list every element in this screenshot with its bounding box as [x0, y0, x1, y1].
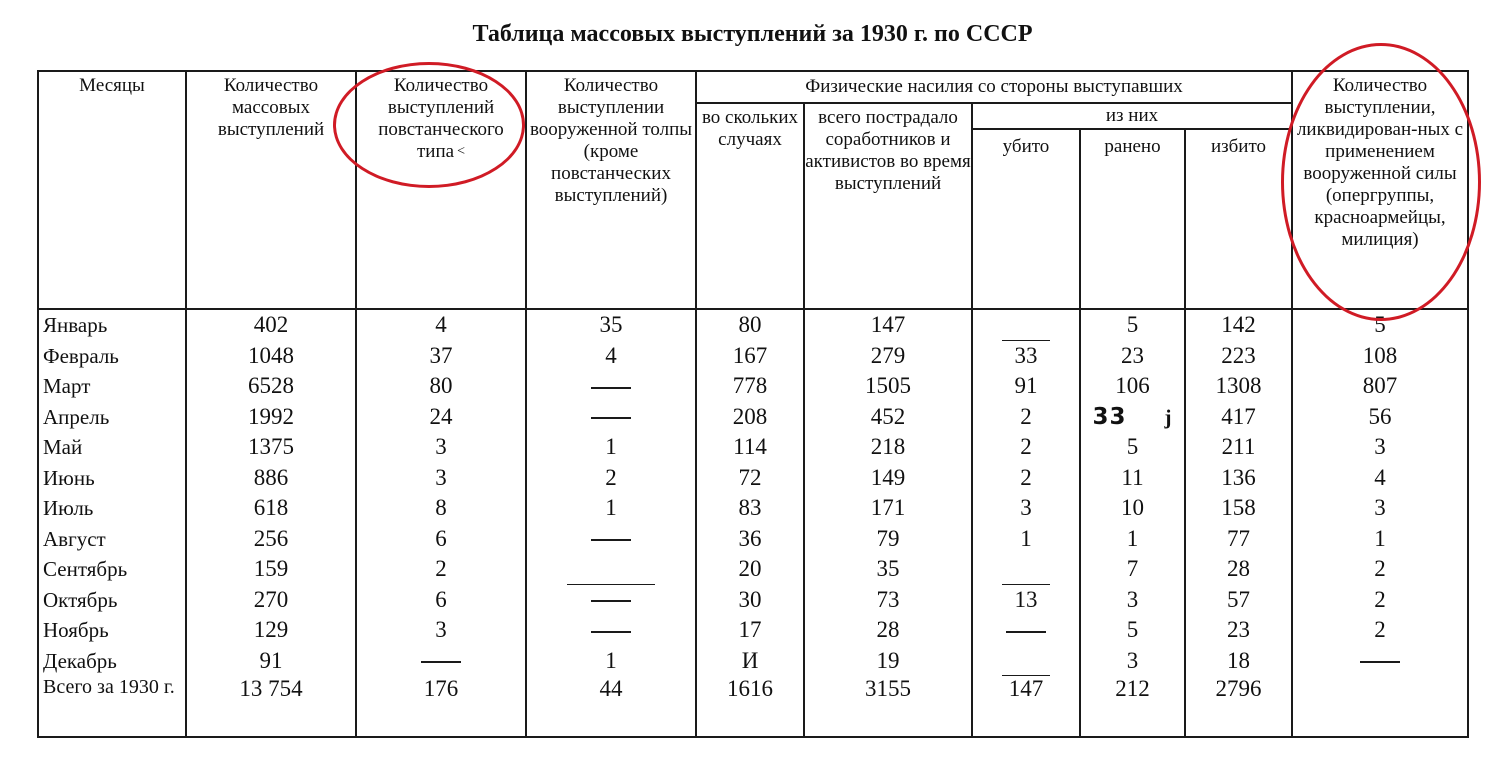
cell-month: Январь	[38, 309, 186, 341]
cell-wounded: 11	[1080, 463, 1185, 494]
cell-liquidated: 4	[1292, 463, 1468, 494]
cell-armed	[526, 402, 696, 433]
total-beaten: 2796	[1185, 676, 1292, 737]
cell-beaten: 1308	[1185, 371, 1292, 402]
table-row	[38, 493, 1468, 524]
cell-mass: 6528	[186, 371, 356, 402]
cell-liquidated: 3	[1292, 432, 1468, 463]
cell-cases: 80	[696, 309, 804, 341]
cell-killed: 2	[972, 463, 1080, 494]
cell-killed: 33	[972, 341, 1080, 372]
dash-mark	[421, 661, 461, 663]
cell-killed: 2	[972, 402, 1080, 433]
cell-liquidated: 2	[1292, 615, 1468, 646]
cell-killed	[972, 554, 1080, 585]
blank-rule	[1002, 675, 1050, 676]
header-insurgent-mark: <	[457, 144, 465, 159]
cell-total: 19	[804, 646, 972, 677]
cell-insurgent: 24	[356, 402, 526, 433]
cell-insurgent: 3	[356, 615, 526, 646]
table-row	[38, 554, 1468, 585]
header-mass-protests: Количество массовых выступлений	[186, 71, 356, 309]
cell-cases: 36	[696, 524, 804, 555]
cell-total: 149	[804, 463, 972, 494]
total-mass: 13 754	[186, 676, 356, 737]
cell-wounded: 3	[1080, 646, 1185, 677]
cell-insurgent: 6	[356, 524, 526, 555]
cell-total: 279	[804, 341, 972, 372]
cell-insurgent: 4	[356, 309, 526, 341]
header-insurgent	[356, 71, 526, 309]
cell-total: 218	[804, 432, 972, 463]
cell-month: Октябрь	[38, 585, 186, 616]
cell-armed: 1	[526, 432, 696, 463]
cell-liquidated	[1292, 646, 1468, 677]
cell-beaten: 223	[1185, 341, 1292, 372]
table-row	[38, 585, 1468, 616]
cell-killed: 13	[972, 585, 1080, 616]
cell-liquidated: 2	[1292, 554, 1468, 585]
table-row	[38, 309, 1468, 341]
cell-month: Ноябрь	[38, 615, 186, 646]
cell-killed: 3	[972, 493, 1080, 524]
header-liquidated: Количество выступлении, ликвидирован-ных с применением вооруженной силы (опергруппы, красноармейцы, милиция)	[1292, 71, 1468, 309]
total-month: Всего за 1930 г.	[38, 676, 186, 737]
cell-total: 147	[804, 309, 972, 341]
cell-liquidated: 56	[1292, 402, 1468, 433]
total-insurgent: 176	[356, 676, 526, 737]
cell-cases: И	[696, 646, 804, 677]
cell-total: 1505	[804, 371, 972, 402]
dash-mark	[591, 539, 631, 541]
header-months: Месяцы	[38, 71, 186, 309]
blank-rule	[1002, 584, 1050, 585]
cell-month: Февраль	[38, 341, 186, 372]
cell-beaten: 158	[1185, 493, 1292, 524]
dash-mark	[1006, 631, 1046, 633]
cell-beaten: 23	[1185, 615, 1292, 646]
cell-beaten: 28	[1185, 554, 1292, 585]
header-beaten: избито	[1185, 129, 1292, 309]
cell-mass: 1992	[186, 402, 356, 433]
table-row	[38, 463, 1468, 494]
cell-liquidated: 807	[1292, 371, 1468, 402]
cell-cases: 167	[696, 341, 804, 372]
cell-liquidated: 2	[1292, 585, 1468, 616]
cell-total: 79	[804, 524, 972, 555]
cell-insurgent: 3	[356, 463, 526, 494]
cell-beaten: 136	[1185, 463, 1292, 494]
cell-killed	[972, 309, 1080, 341]
cell-month: Март	[38, 371, 186, 402]
cell-killed	[972, 646, 1080, 677]
cell-liquidated: 5	[1292, 309, 1468, 341]
cell-armed	[526, 524, 696, 555]
cell-killed: 91	[972, 371, 1080, 402]
cell-wounded: 5	[1080, 615, 1185, 646]
cell-cases: 72	[696, 463, 804, 494]
cell-month: Сентябрь	[38, 554, 186, 585]
cell-insurgent: 8	[356, 493, 526, 524]
cell-mass: 270	[186, 585, 356, 616]
cell-mass: 256	[186, 524, 356, 555]
cell-month: Август	[38, 524, 186, 555]
cell-insurgent: 37	[356, 341, 526, 372]
cell-cases: 114	[696, 432, 804, 463]
dash-mark	[1360, 661, 1400, 663]
table-row	[38, 524, 1468, 555]
cell-liquidated: 108	[1292, 341, 1468, 372]
cell-cases: 83	[696, 493, 804, 524]
cell-month: Июль	[38, 493, 186, 524]
cell-beaten: 142	[1185, 309, 1292, 341]
cell-value: 33	[1092, 403, 1127, 430]
cell-insurgent	[356, 646, 526, 677]
cell-armed: 1	[526, 493, 696, 524]
dash-mark	[591, 600, 631, 602]
cell-mass: 1048	[186, 341, 356, 372]
cell-liquidated: 3	[1292, 493, 1468, 524]
table-row	[38, 432, 1468, 463]
cell-month: Декабрь	[38, 646, 186, 677]
cell-wounded: 7	[1080, 554, 1185, 585]
mass-protests-table	[37, 70, 1469, 738]
cell-killed: 2	[972, 432, 1080, 463]
blank-rule	[567, 584, 655, 585]
cell-total: 171	[804, 493, 972, 524]
cell-insurgent: 2	[356, 554, 526, 585]
cell-beaten: 77	[1185, 524, 1292, 555]
total-wounded: 212	[1080, 676, 1185, 737]
cell-armed: 4	[526, 341, 696, 372]
header-armed-crowd: Количество выступлении вооруженной толпы (кроме повстанческих выступлений)	[526, 71, 696, 309]
total-liquidated	[1292, 676, 1468, 737]
table-row	[38, 341, 1468, 372]
cell-total: 28	[804, 615, 972, 646]
dash-mark	[591, 631, 631, 633]
cell-armed	[526, 585, 696, 616]
total-killed: 147	[972, 676, 1080, 737]
table-row	[38, 646, 1468, 677]
cell-liquidated: 1	[1292, 524, 1468, 555]
cell-wounded: 5	[1080, 309, 1185, 341]
cell-mass: 402	[186, 309, 356, 341]
cell-mass: 159	[186, 554, 356, 585]
header-violence-group: Физические насилия со стороны выступавших	[696, 71, 1292, 103]
header-cases: во скольких случаях	[696, 103, 804, 309]
table-row	[38, 615, 1468, 646]
cell-armed	[526, 371, 696, 402]
cell-wounded	[1080, 402, 1185, 433]
table-row	[38, 371, 1468, 402]
cell-mass: 91	[186, 646, 356, 677]
cell-beaten: 18	[1185, 646, 1292, 677]
cell-month: Апрель	[38, 402, 186, 433]
dash-mark	[591, 387, 631, 389]
cell-wounded: 10	[1080, 493, 1185, 524]
cell-month: Июнь	[38, 463, 186, 494]
dash-mark	[591, 417, 631, 419]
cell-armed: 35	[526, 309, 696, 341]
cell-cases: 30	[696, 585, 804, 616]
cell-killed: 1	[972, 524, 1080, 555]
header-wounded: ранено	[1080, 129, 1185, 309]
header-killed: убито	[972, 129, 1080, 309]
cell-armed	[526, 615, 696, 646]
table-title: Таблица массовых выступлений за 1930 г. по СССР	[472, 21, 1033, 47]
cell-total: 452	[804, 402, 972, 433]
cell-wounded: 23	[1080, 341, 1185, 372]
cell-cases: 20	[696, 554, 804, 585]
cell-armed: 2	[526, 463, 696, 494]
cell-mass: 1375	[186, 432, 356, 463]
table-row	[38, 402, 1468, 433]
cell-mass: 886	[186, 463, 356, 494]
header-of-them: из них	[972, 103, 1292, 129]
cell-extra-mark: j	[1164, 404, 1173, 429]
table-row-total	[38, 676, 1468, 737]
cell-insurgent: 6	[356, 585, 526, 616]
cell-wounded: 3	[1080, 585, 1185, 616]
header-total-victims: всего пострадало соработников и активистов во время выступлений	[804, 103, 972, 309]
cell-beaten: 417	[1185, 402, 1292, 433]
cell-cases: 778	[696, 371, 804, 402]
cell-month: Май	[38, 432, 186, 463]
total-cases: 1616	[696, 676, 804, 737]
cell-cases: 208	[696, 402, 804, 433]
cell-beaten: 57	[1185, 585, 1292, 616]
cell-total: 35	[804, 554, 972, 585]
cell-wounded: 5	[1080, 432, 1185, 463]
cell-insurgent: 80	[356, 371, 526, 402]
total-armed: 44	[526, 676, 696, 737]
cell-mass: 129	[186, 615, 356, 646]
cell-mass: 618	[186, 493, 356, 524]
cell-wounded: 106	[1080, 371, 1185, 402]
header-insurgent-text: Количество выступлений повстанческого типа	[378, 75, 504, 162]
cell-insurgent: 3	[356, 432, 526, 463]
cell-cases: 17	[696, 615, 804, 646]
cell-armed: 1	[526, 646, 696, 677]
cell-killed	[972, 615, 1080, 646]
cell-total: 73	[804, 585, 972, 616]
cell-beaten: 211	[1185, 432, 1292, 463]
cell-armed	[526, 554, 696, 585]
blank-rule	[1002, 340, 1050, 341]
cell-wounded: 1	[1080, 524, 1185, 555]
total-total: 3155	[804, 676, 972, 737]
table-body	[38, 309, 1468, 737]
